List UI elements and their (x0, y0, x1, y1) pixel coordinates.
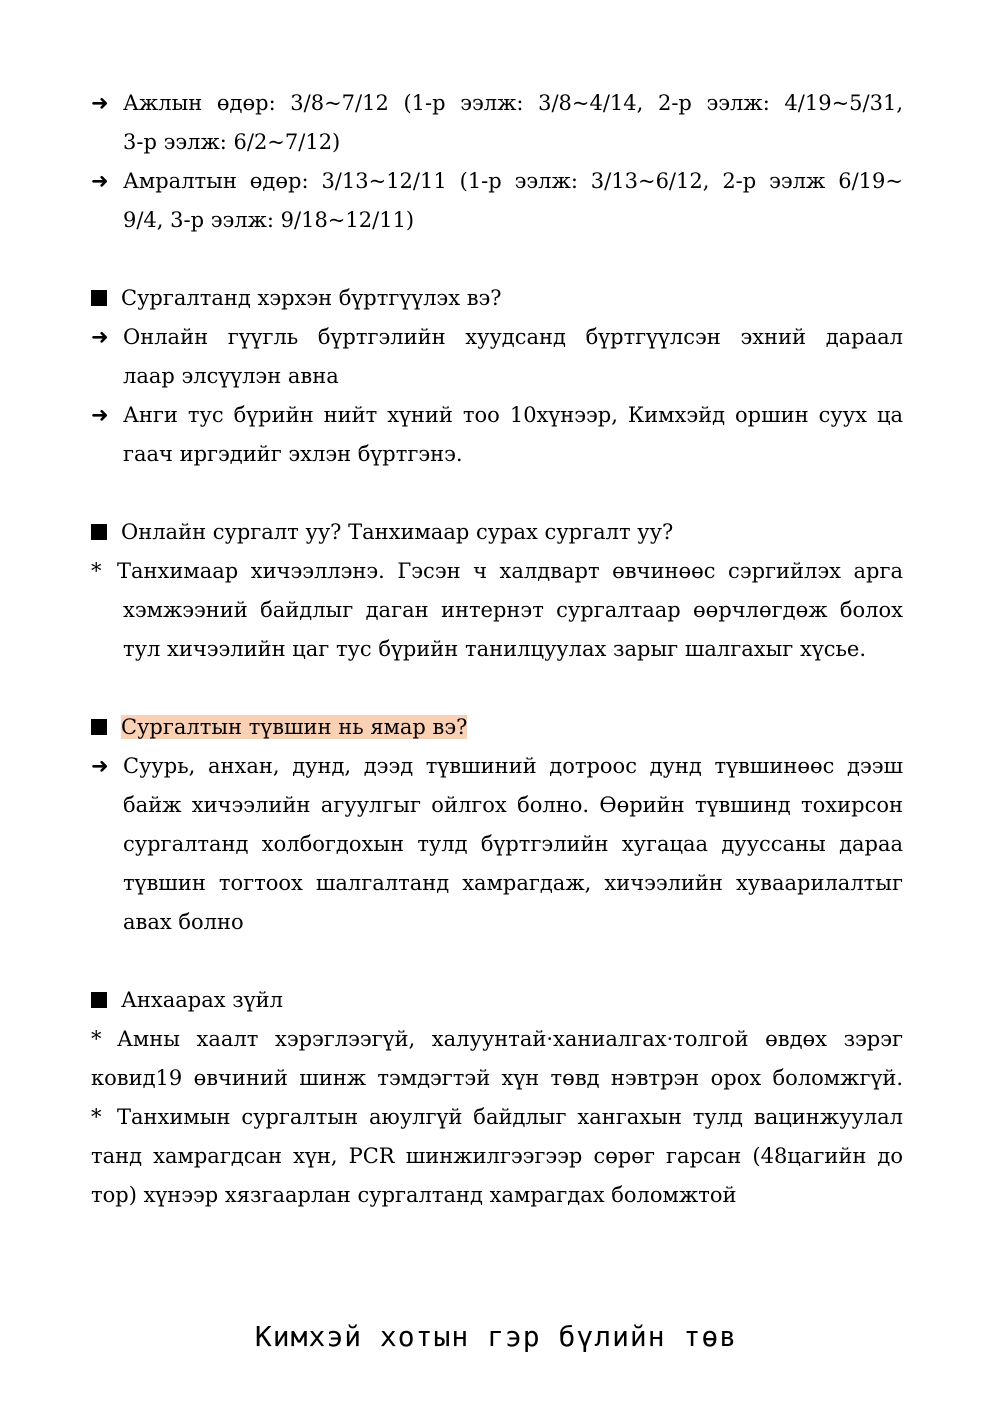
registration-item2-line1: ➜ Анги тус бүрийн нийт хүний тоо 10хүнээр, Кимхэйд оршин суух ца (91, 396, 903, 435)
registration-item2-line2: гаач иргэдийг эхлэн бүртгэнэ. (123, 442, 463, 466)
rest-days-line1: ➜ Амралтын өдөр: 3/13~12/11 (1-р ээлж: 3/13~6/12, 2-р ээлж 6/19~ (91, 162, 903, 201)
level-line5: авах болно (123, 910, 244, 934)
format-heading: Онлайн сургалт уу? Танхимаар сурах сургалт уу? (91, 513, 903, 552)
level-line3: сургалтанд холбогдохын тулд бүртгэлийн хугацаа дуусcаны дараа (123, 832, 903, 856)
spacer (91, 942, 903, 981)
registration-item1-line2: лаар элсүүлэн авна (123, 364, 339, 388)
rest-days-line2: 9/4, 3-р ээлж: 9/18~12/11) (123, 208, 415, 232)
black-square-bullet-icon (91, 524, 107, 540)
notice-heading: Анхаарах зүйл (91, 981, 903, 1020)
level-line2: байж хичээлийн агуулгыг ойлгох болно. Өөрийн түвшинд тохирсон (123, 793, 903, 817)
format-line3: тул хичээлийн цаг тус бүрийн танилцуулах зарыг шалгахыг хүсье. (123, 637, 866, 661)
document-body (91, 84, 903, 1215)
format-line2: хэмжээний байдлыг даган интернэт сургалтаар өөрчлөгдөж болох (123, 598, 903, 622)
level-line1: ➜ Суурь, анхан, дунд, дээд түвшиний дотроос дунд түвшинөөс дээш (91, 747, 903, 786)
right-arrow-icon: ➜ (91, 325, 109, 349)
notice-item1-line1: * Амны хаалт хэрэглээгүй, халуунтай·ханиалгах·толгой өвдөх зэрэг (91, 1020, 903, 1059)
star-bullet: * (91, 559, 102, 583)
notice-item2-line2: танд хамрагдсан хүн, PCR шинжилгээгээр сөрөг гарсан (48цагийн до (91, 1144, 903, 1168)
format-line1: * Танхимаар хичээллэнэ. Гэсэн ч халдварт өвчинөөс сэргийлэх арга (91, 552, 903, 591)
star-bullet: * (91, 1027, 102, 1051)
right-arrow-icon: ➜ (91, 169, 109, 193)
footer-title: Кимхэй хотын гэр бүлийн төв (254, 1320, 738, 1353)
right-arrow-icon: ➜ (91, 403, 109, 427)
level-line4: түвшин тогтоох шалгалтанд хамрагдаж, хичээлийн хуваарилалтыг (123, 871, 903, 895)
right-arrow-icon: ➜ (91, 91, 109, 115)
work-days-line2: 3-р ээлж: 6/2~7/12) (123, 130, 341, 154)
notice-item2-line1: * Танхимын сургалтын аюулгүй байдлыг хангахын тулд вацинжуулал (91, 1098, 903, 1137)
notice-item1-line2: ковид19 өвчиний шинж тэмдэгтэй хүн төвд нэвтрэн орох боломжгүй. (91, 1066, 903, 1090)
registration-item1-line1: ➜ Онлайн гүүгль бүртгэлийн хуудсанд бүртгүүлсэн эхний дараал (91, 318, 903, 357)
star-bullet: * (91, 1105, 102, 1129)
spacer (91, 669, 903, 708)
level-heading (91, 708, 903, 747)
black-square-bullet-icon (91, 719, 107, 735)
spacer (91, 240, 903, 279)
registration-heading: Сургалтанд хэрхэн бүртгүүлэх вэ? (91, 279, 903, 318)
work-days-line1: ➜ Ажлын өдөр: 3/8~7/12 (1-р ээлж: 3/8~4/14, 2-р ээлж: 4/19~5/31, (91, 84, 903, 123)
spacer (91, 474, 903, 513)
notice-item2-line3: тор) хүнээр хязгаарлан сургалтанд хамрагдах боломжтой (91, 1183, 737, 1207)
black-square-bullet-icon (91, 290, 107, 306)
level-heading-text: Сургалтын түвшин нь ямар вэ? (121, 715, 468, 739)
black-square-bullet-icon (91, 992, 107, 1008)
right-arrow-icon: ➜ (91, 754, 109, 778)
